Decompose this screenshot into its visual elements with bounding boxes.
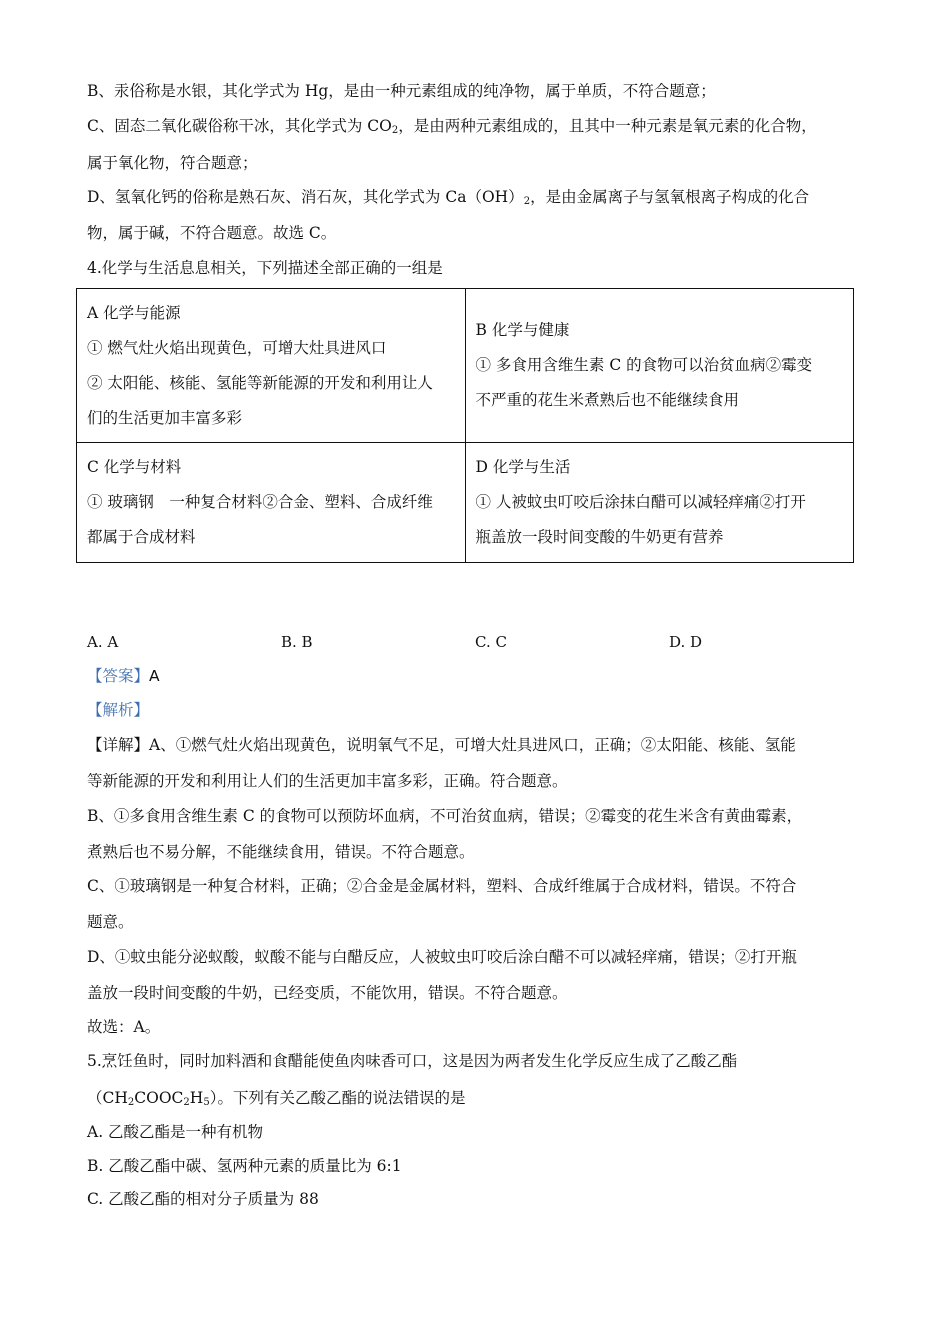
table-cell-b [465,289,854,443]
cell-text: ① 人被蚊虫叮咬后涂抹白醋可以减轻痒痛②打开 [475,493,806,511]
text-line-c-dryice-cont: 属于氧化物，符合题意； [87,154,258,172]
table-cell-a [77,289,466,443]
explain-line-b: B、①多食用含维生素 C 的食物可以预防坏血病，不可治贫血病，错误；②霉变的花生米含有黄曲霉素， [87,807,803,825]
answer-line [87,666,160,686]
text-segment: COOC [134,1089,184,1107]
option-a: A. A [87,633,119,651]
text-line-b-mercury: B、汞俗称是水银，其化学式为 Hg，是由一种元素组成的纯净物，属于单质，不符合题意； [87,82,716,100]
table-cell-d [465,443,854,563]
explain-line-b-cont: 煮熟后也不易分解，不能继续食用，错误。不符合题意。 [87,843,475,861]
explain-line-a-cont: 等新能源的开发和利用让人们的生活更加丰富多彩，正确。符合题意。 [87,772,568,790]
explain-line-a [87,735,796,755]
text-segment: D、氢氧化钙的俗称是熟石灰、消石灰，其化学式为 Ca（OH） [87,188,524,206]
cell-title: C 化学与材料 [87,458,182,476]
explain-line-d: D、①蚊虫能分泌蚁酸，蚁酸不能与白醋反应，人被蚊虫叮咬后涂白醋不可以减轻痒痛，错误；②打开瓶 [87,948,797,966]
subscript: 2 [523,196,531,207]
option-c: C. C [475,633,507,651]
text-line-c-dryice [87,116,817,136]
cell-text: ① 多食用含维生素 C 的食物可以治贫血病②霉变 [475,356,813,374]
answer-value: A [149,667,160,685]
table-cell-c [77,443,466,563]
cell-text: ① 玻璃钢 一种复合材料②合金、塑料、合成纤维 [87,493,433,511]
question-5-stem: 5.烹饪鱼时，同时加料酒和食醋能使鱼肉味香可口，这是因为两者发生化学反应生成了乙酸乙酯 [87,1052,738,1070]
explain-line-c: C、①玻璃钢是一种复合材料，正确；②合金是金属材料，塑料、合成纤维属于合成材料，错误。不符合 [87,877,797,895]
cell-text: 不严重的花生米煮熟后也不能继续食用 [475,391,740,409]
option-d: D. D [669,633,703,651]
cell-text: 们的生活更加丰富多彩 [87,408,243,427]
q5-option-a: A. 乙酸乙酯是一种有机物 [87,1123,264,1141]
text-line-d-lime [87,187,809,207]
explain-conclusion: 故选：A。 [87,1018,161,1036]
answer-label: 【答案】 [87,667,150,685]
text-segment: A、①燃气灶火焰出现黄色，说明氧气不足，可增大灶具进风口，正确；②太阳能、核能、氢能 [149,736,796,754]
q5-option-c: C. 乙酸乙酯的相对分子质量为 88 [87,1190,319,1208]
subscript: 2 [391,125,399,136]
option-b: B. B [281,633,313,651]
options-table [76,288,854,563]
text-segment: H [189,1089,204,1107]
explain-label: 【详解】 [87,736,150,754]
subscript: 5 [203,1097,210,1108]
question-5-stem-cont [87,1088,465,1108]
cell-title: D 化学与生活 [475,458,571,476]
cell-text: 都属于合成材料 [87,528,196,546]
explain-line-c-cont: 题意。 [87,913,134,931]
cell-text: ① 燃气灶火焰出现黄色，可增大灶具进风口 [87,338,387,357]
text-segment: ，是由两种元素组成的，且其中一种元素是氧元素的化合物， [398,117,817,135]
text-segment: C、固态二氧化碳俗称干冰，其化学式为 CO [87,117,392,135]
cell-title: B 化学与健康 [475,321,570,339]
explain-line-d-cont: 盖放一段时间变酸的牛奶，已经变质，不能饮用，错误。不符合题意。 [87,984,568,1002]
cell-text: ② 太阳能、核能、氢能等新能源的开发和利用让人 [87,373,433,392]
text-segment: ）。下列有关乙酸乙酯的说法错误的是 [209,1089,466,1107]
cell-text: 瓶盖放一段时间变酸的牛奶更有营养 [475,528,724,546]
question-4-stem: 4.化学与生活息息相关，下列描述全部正确的一组是 [87,259,443,277]
text-segment: ，是由金属离子与氢氧根离子构成的化合 [530,188,810,206]
q5-option-b: B. 乙酸乙酯中碳、氢两种元素的质量比为 6:1 [87,1157,402,1175]
cell-title: A 化学与能源 [87,303,181,322]
subscript: 2 [183,1097,190,1108]
text-line-d-lime-cont: 物，属于碱，不符合题意。故选 C。 [87,224,337,242]
text-segment: （CH [87,1089,128,1107]
subscript: 2 [127,1097,135,1108]
analysis-label: 【解析】 [87,701,150,719]
